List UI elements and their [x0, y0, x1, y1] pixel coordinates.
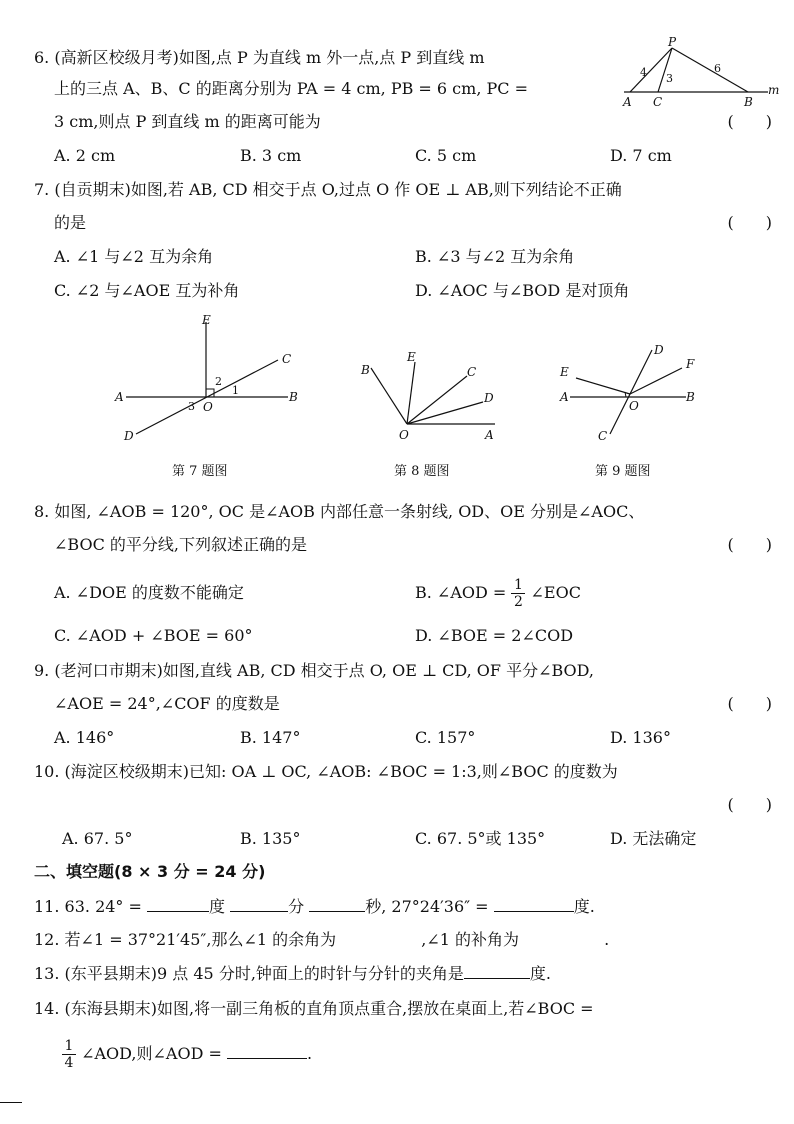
q13-line: 13. (东平县期末)9 点 45 分时,钟面上的时针与分针的夹角是 度.: [0, 958, 794, 988]
q14-line2: $\frac{1}{4}$ ∠AOD,则∠AOD = .: [0, 1034, 794, 1074]
label-D: D: [484, 391, 494, 405]
fig8-diagram: [355, 340, 505, 448]
label-A: A: [623, 95, 632, 109]
fraction-half: $\frac{1}{2}$: [511, 577, 525, 610]
q7-options-row2: [0, 276, 794, 306]
option-c: C. 157°: [415, 728, 476, 747]
q12-line: 12. 若∠1 = 37°21′45″,那么∠1 的余角为 ,∠1 的补角为 .: [34, 930, 610, 949]
fig9-diagram: [556, 336, 716, 448]
label-B: B: [686, 390, 695, 404]
blank-second[interactable]: [309, 891, 365, 912]
answer-paren: ( ): [727, 535, 772, 554]
label-E: E: [202, 313, 211, 327]
q7-line1: 7. (自贡期末)如图,若 AB, CD 相交于点 O,过点 O 作 OE ⊥ AB,则下列结论不正确: [34, 180, 622, 199]
label-C: C: [653, 95, 663, 109]
option-a: A. ∠1 与∠2 互为余角: [54, 247, 214, 266]
answer-paren: ( ): [727, 694, 772, 713]
fraction-quarter: $\frac{1}{4}$: [62, 1038, 76, 1071]
option-b: B. ∠AOD = $\frac{1}{2}$ ∠EOC: [415, 577, 581, 610]
label-C: C: [598, 429, 608, 443]
option-d: D. 136°: [610, 728, 671, 747]
option-a: A. 67. 5°: [62, 829, 133, 848]
answer-paren: ( ): [727, 112, 772, 131]
fig7-diagram: [112, 308, 312, 448]
q8-options-row2: [0, 621, 794, 651]
option-a: A. 2 cm: [54, 146, 116, 165]
label-B: B: [361, 363, 370, 377]
answer-paren: ( ): [727, 795, 772, 814]
angle-2: 2: [215, 375, 222, 388]
option-c: C. 5 cm: [415, 146, 477, 165]
label-D: D: [654, 343, 664, 357]
q9-options: [0, 723, 794, 753]
label-A: A: [485, 428, 494, 442]
label-B: B: [289, 390, 298, 404]
blank-aod[interactable]: [227, 1038, 307, 1059]
blank-decimal-degree[interactable]: [494, 891, 574, 912]
label-A: A: [115, 390, 124, 404]
option-c: C. 67. 5°或 135°: [415, 829, 546, 848]
option-d: D. ∠BOE = 2∠COD: [415, 626, 574, 645]
label-pc: 3: [666, 72, 673, 85]
q14-line1: 14. (东海县期末)如图,将一副三角板的直角顶点重合,摆放在桌面上,若∠BOC =: [34, 999, 594, 1018]
label-A: A: [560, 390, 569, 404]
q6-line3: 3 cm,则点 P 到直线 m 的距离可能为 ( ): [0, 107, 794, 137]
q10-line1: 10. (海淀区校级期末)已知: OA ⊥ OC, ∠AOB: ∠BOC = 1:3,则∠BOC 的度数为: [34, 762, 618, 781]
label-C: C: [282, 352, 292, 366]
label-E: E: [407, 350, 416, 364]
q8-line1: 8. 如图, ∠AOB = 120°, OC 是∠AOB 内部任意一条射线, OD、OE 分别是∠AOC、: [34, 502, 645, 521]
q9-line1: 9. (老河口市期末)如图,直线 AB, CD 相交于点 O, OE ⊥ CD, OF 平分∠BOD,: [34, 661, 595, 680]
angle-3: 3: [188, 400, 195, 413]
option-b: B. 3 cm: [240, 146, 302, 165]
label-pa: 4: [640, 66, 647, 79]
q9-line2: ∠AOE = 24°,∠COF 的度数是 ( ): [0, 689, 794, 719]
label-P: P: [668, 36, 677, 49]
footer-rule: [0, 1102, 22, 1103]
option-d: D. 无法确定: [610, 829, 697, 848]
label-F: F: [686, 357, 695, 371]
label-C: C: [467, 365, 477, 379]
label-B: B: [744, 95, 753, 109]
q11-line: 11. 63. 24° = 度 分 秒, 27°24′36″ = 度.: [0, 891, 794, 921]
label-O: O: [399, 428, 409, 442]
section-heading: 二、填空题(8 × 3 分 = 24 分): [34, 862, 266, 881]
q7-options-row1: [0, 242, 794, 272]
q6-line2: 上的三点 A、B、C 的距离分别为 PA = 4 cm, PB = 6 cm, PC =: [54, 79, 528, 98]
label-O: O: [203, 400, 213, 414]
option-b: B. 135°: [240, 829, 301, 848]
angle-1: 1: [232, 384, 239, 397]
label-D: D: [124, 429, 134, 443]
q8-options-row1: [0, 576, 794, 610]
q6-options: [0, 141, 794, 171]
option-c: C. ∠2 与∠AOE 互为补角: [54, 281, 240, 300]
option-d: D. 7 cm: [610, 146, 672, 165]
fig8-caption: 第 8 题图: [394, 464, 450, 479]
q10-options: [0, 824, 794, 854]
option-a: A. 146°: [54, 728, 115, 747]
option-c: C. ∠AOD + ∠BOE = 60°: [54, 626, 253, 645]
blank-clock-angle[interactable]: [464, 958, 530, 979]
label-m: m: [768, 83, 780, 97]
label-pb: 6: [714, 62, 721, 75]
q7-line2: 的是 ( ): [0, 208, 794, 238]
q10-paren-line: [0, 790, 794, 820]
label-O: O: [629, 399, 639, 413]
label-E: E: [560, 365, 569, 379]
q6-figure: [618, 36, 782, 110]
answer-paren: ( ): [727, 213, 772, 232]
q8-line2: ∠BOC 的平分线,下列叙述正确的是 ( ): [0, 530, 794, 560]
blank-minute[interactable]: [230, 891, 288, 912]
q6-line1: 6. (高新区校级月考)如图,点 P 为直线 m 外一点,点 P 到直线 m: [34, 48, 485, 67]
option-b: B. 147°: [240, 728, 301, 747]
option-d: D. ∠AOC 与∠BOD 是对顶角: [415, 281, 630, 300]
fig7-caption: 第 7 题图: [172, 464, 228, 479]
option-a: A. ∠DOE 的度数不能确定: [54, 583, 244, 602]
option-b: B. ∠3 与∠2 互为余角: [415, 247, 575, 266]
fig9-caption: 第 9 题图: [595, 464, 651, 479]
blank-degree[interactable]: [147, 891, 209, 912]
